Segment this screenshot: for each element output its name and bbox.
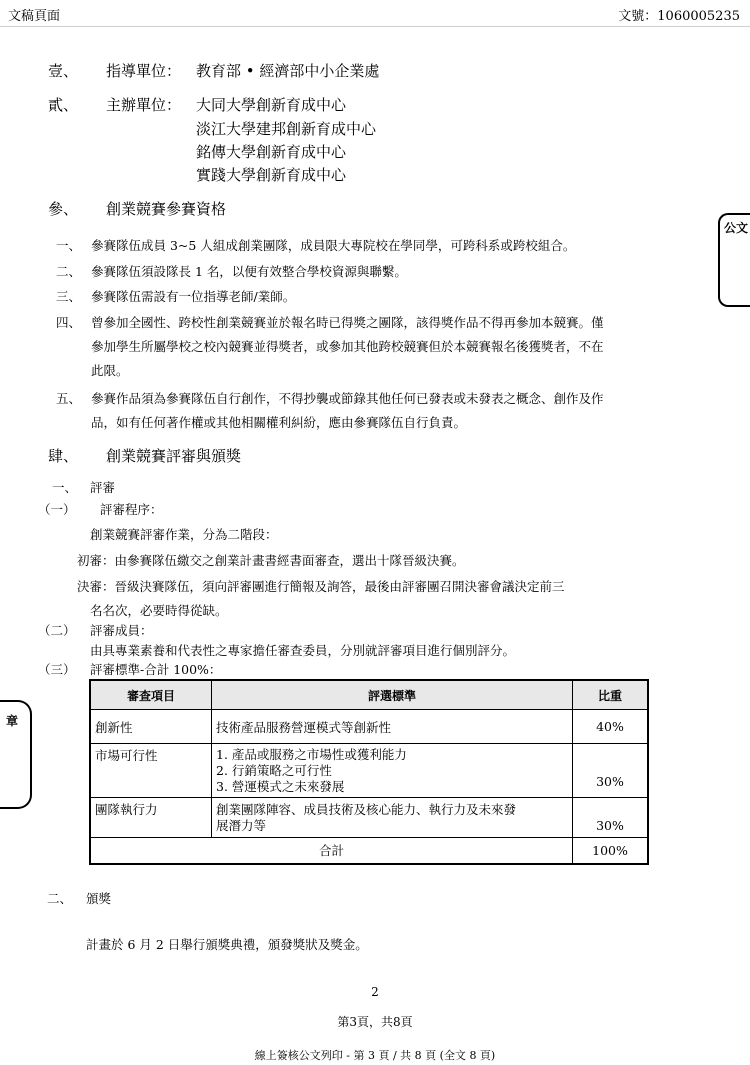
row-2-item: 市場可行性 <box>90 744 212 798</box>
page-of: 第3頁，共8頁 <box>337 1015 413 1029</box>
section-4-title: 創業競賽評審與頒獎 <box>106 447 242 465</box>
table-row <box>90 710 648 744</box>
eligibility-2-text: 參賽隊伍須設隊長 1 名，以便有效整合學校資源與聯繫。 <box>91 264 407 279</box>
print-line: 線上簽核公文列印 - 第 3 頁 / 共 8 頁 (全文 8 頁) <box>254 1049 496 1062</box>
section-2-number: 貳、 <box>48 96 79 114</box>
review-criteria-title: 評審標準-合計 100%： <box>90 662 222 677</box>
document-number: 文號：1060005235 <box>618 9 740 24</box>
organizer-4: 實踐大學創新育成中心 <box>196 166 347 184</box>
eligibility-1-number: 一、 <box>56 238 82 253</box>
review-number: 一、 <box>52 480 78 495</box>
row-2-criteria-3: 3. 營運模式之未來發展 <box>216 778 345 794</box>
review-procedure-number: （一） <box>38 502 76 517</box>
eligibility-3-text: 參賽隊伍需設有一位指導老師/業師。 <box>91 289 296 304</box>
table-row <box>90 798 648 838</box>
section-1-label: 指導單位： <box>106 62 182 80</box>
header-weight: 比重 <box>573 680 649 710</box>
eligibility-4-line-1: 曾參加全國性、跨校性創業競賽並於報名時已得獎之團隊，該得獎作品不得再參加本競賽。僅 <box>91 315 604 330</box>
row-3-item: 團隊執行力 <box>90 798 212 838</box>
eligibility-4-line-2: 參加學生所屬學校之校內競賽並得獎者，或參加其他跨校競賽但於本競賽報名後獲獎者，不在 <box>91 339 604 354</box>
row-1-weight: 40% <box>573 710 649 744</box>
eligibility-1-text: 參賽隊伍成員 3~5 人組成創業團隊，成員限大專院校在學同學，可跨科系或跨校組合。 <box>91 238 576 253</box>
final-review-line-1: 決審：晉級決賽隊伍，須向評審團進行簡報及詢答，最後由評審團召開決審會議決定前三 <box>77 579 565 594</box>
review-procedure-title: 評審程序： <box>100 502 163 517</box>
section-3-number: 參、 <box>48 200 79 218</box>
seal-stamp-right <box>718 213 750 307</box>
review-members-number: （二） <box>38 623 76 638</box>
award-number: 二、 <box>47 891 73 906</box>
final-review-line-2: 名名次，必要時得從缺。 <box>90 603 228 618</box>
review-procedure-intro: 創業競賽評審作業，分為二階段： <box>90 527 278 542</box>
eligibility-5-line-1: 參賽作品須為參賽隊伍自行創作，不得抄襲或節錄其他任何已發表或未發表之概念、創作及作 <box>91 391 604 406</box>
total-value: 100% <box>573 838 649 864</box>
header-item: 審查項目 <box>90 680 212 710</box>
header-left: 文稿頁面 <box>8 9 61 24</box>
award-title: 頒獎 <box>86 891 112 906</box>
section-2-label: 主辦單位： <box>106 96 182 114</box>
award-text: 計畫於 6 月 2 日舉行頒獎典禮，頒發獎狀及獎金。 <box>86 937 368 952</box>
page-number: 2 <box>371 985 379 999</box>
eligibility-3-number: 三、 <box>56 289 82 304</box>
criteria-table <box>89 679 649 865</box>
eligibility-2-number: 二、 <box>56 264 82 279</box>
eligibility-4-line-3: 此限。 <box>91 363 129 378</box>
review-criteria-number: （三） <box>38 662 76 677</box>
seal-stamp-left <box>0 700 32 809</box>
header-divider <box>0 26 750 27</box>
row-2-weight: 30% <box>573 744 649 798</box>
review-title: 評審 <box>90 480 116 495</box>
criteria-table-header <box>90 680 648 710</box>
seal-left-text: 章 <box>6 714 19 728</box>
section-4-number: 肆、 <box>48 447 79 465</box>
section-1-number: 壹、 <box>48 62 79 80</box>
eligibility-5-number: 五、 <box>56 391 82 406</box>
review-members-title: 評審成員： <box>90 623 153 638</box>
table-row-total <box>90 838 648 864</box>
row-2-criteria-2: 2. 行銷策略之可行性 <box>216 762 332 778</box>
organizer-2: 淡江大學建邦創新育成中心 <box>196 120 377 138</box>
eligibility-5-line-2: 品，如有任何著作權或其他相關權利糾紛，應由參賽隊伍自行負責。 <box>91 415 467 430</box>
section-3-title: 創業競賽參賽資格 <box>106 200 227 218</box>
total-label: 合計 <box>90 838 573 864</box>
seal-right-text: 公文 <box>724 221 749 235</box>
row-3-criteria-2: 展潛力等 <box>216 817 267 833</box>
eligibility-4-number: 四、 <box>56 315 82 330</box>
row-3-weight: 30% <box>573 798 649 838</box>
row-1-criteria: 技術產品服務營運模式等創新性 <box>212 710 573 744</box>
organizer-3: 銘傳大學創新育成中心 <box>196 143 347 161</box>
organizer-1: 大同大學創新育成中心 <box>196 96 347 114</box>
section-1-value: 教育部 • 經濟部中小企業處 <box>196 62 380 80</box>
header-criteria: 評選標準 <box>212 680 573 710</box>
row-1-item: 創新性 <box>90 710 212 744</box>
row-2-criteria-1: 1. 產品或服務之市場性或獲利能力 <box>216 746 407 762</box>
preliminary-review: 初審：由參賽隊伍繳交之創業計畫書經書面審查，選出十隊晉級決賽。 <box>77 553 465 568</box>
table-row <box>90 744 648 798</box>
review-members-text: 由具專業素養和代表性之專家擔任審查委員，分別就評審項目進行個別評分。 <box>90 643 516 658</box>
row-3-criteria-1: 創業團隊陣容、成員技術及核心能力、執行力及未來發 <box>216 801 517 817</box>
